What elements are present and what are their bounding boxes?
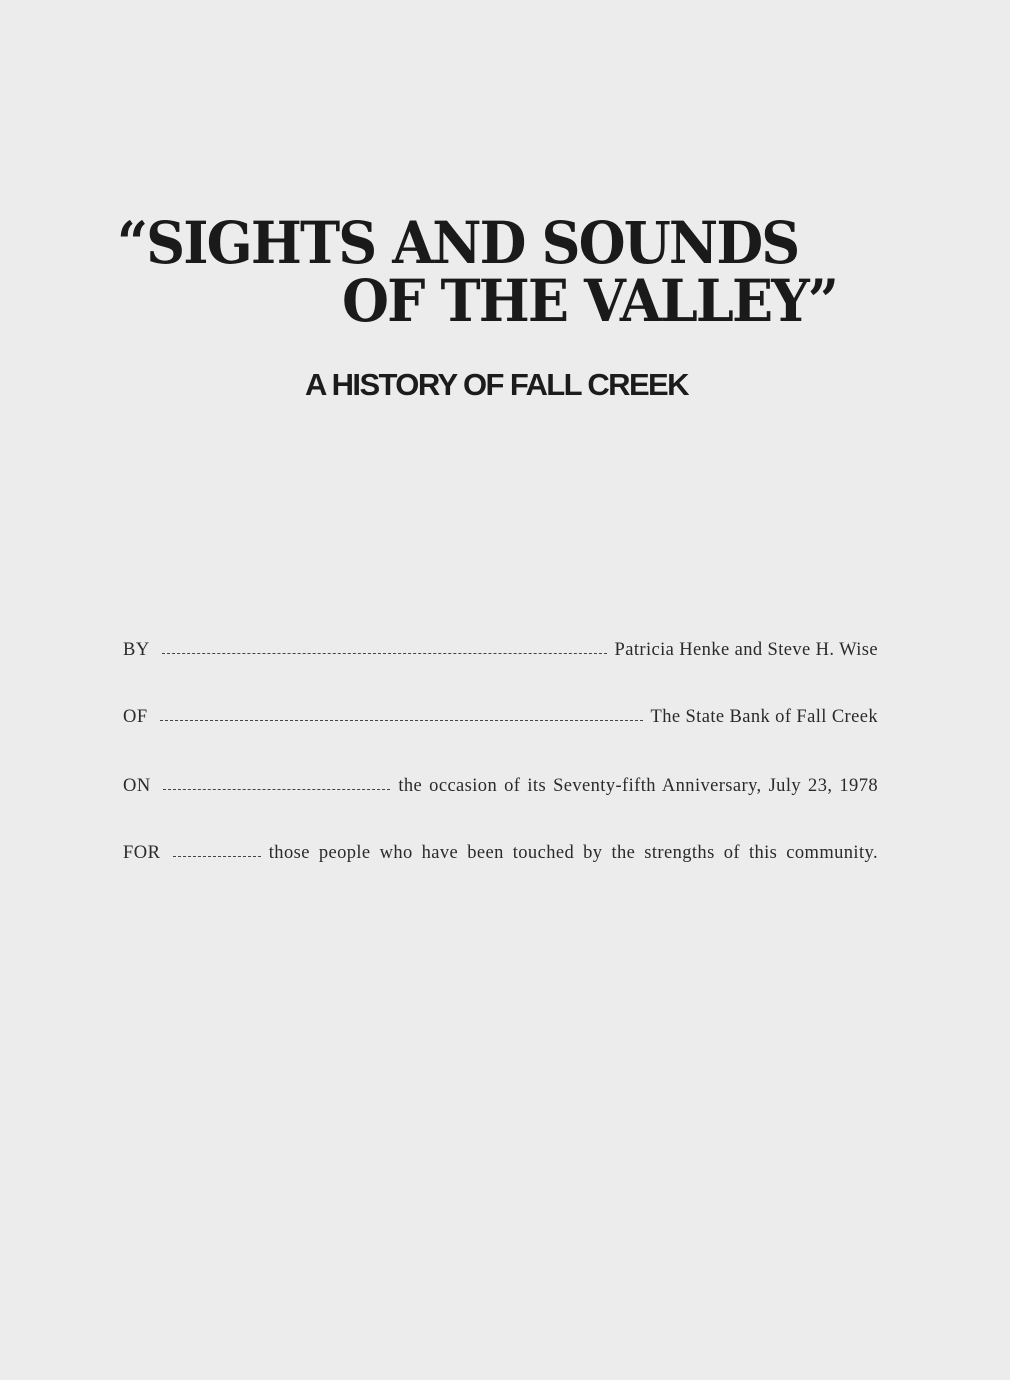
book-title-line-1: “SIGHTS AND SOUNDS bbox=[117, 209, 799, 277]
dedication-value-of: The State Bank of Fall Creek bbox=[650, 707, 878, 727]
dedication-value-for: those people who have been touched by the strengths of this community. bbox=[268, 843, 878, 863]
dedication-row-on bbox=[123, 776, 878, 797]
dedication-value-by: Patricia Henke and Steve H. Wise bbox=[614, 640, 878, 660]
dedication-label-for: FOR bbox=[123, 843, 161, 863]
dedication-label-on: ON bbox=[123, 776, 151, 796]
dedication-label-of: OF bbox=[123, 707, 148, 727]
dedication-value-on: the occasion of its Seventy-fifth Anniversary, July 23, 1978 bbox=[398, 776, 878, 796]
dotted-leader bbox=[163, 789, 391, 790]
dotted-leader bbox=[160, 720, 643, 721]
dotted-leader bbox=[173, 856, 261, 857]
dotted-leader bbox=[162, 653, 607, 654]
book-subtitle: A HISTORY OF FALL CREEK bbox=[305, 367, 688, 402]
dedication-row-for bbox=[123, 843, 878, 864]
book-title-line-2: OF THE VALLEY” bbox=[342, 267, 838, 335]
dedication-row-by bbox=[123, 640, 878, 661]
dedication-row-of bbox=[123, 707, 878, 728]
dedication-label-by: BY bbox=[123, 640, 150, 660]
